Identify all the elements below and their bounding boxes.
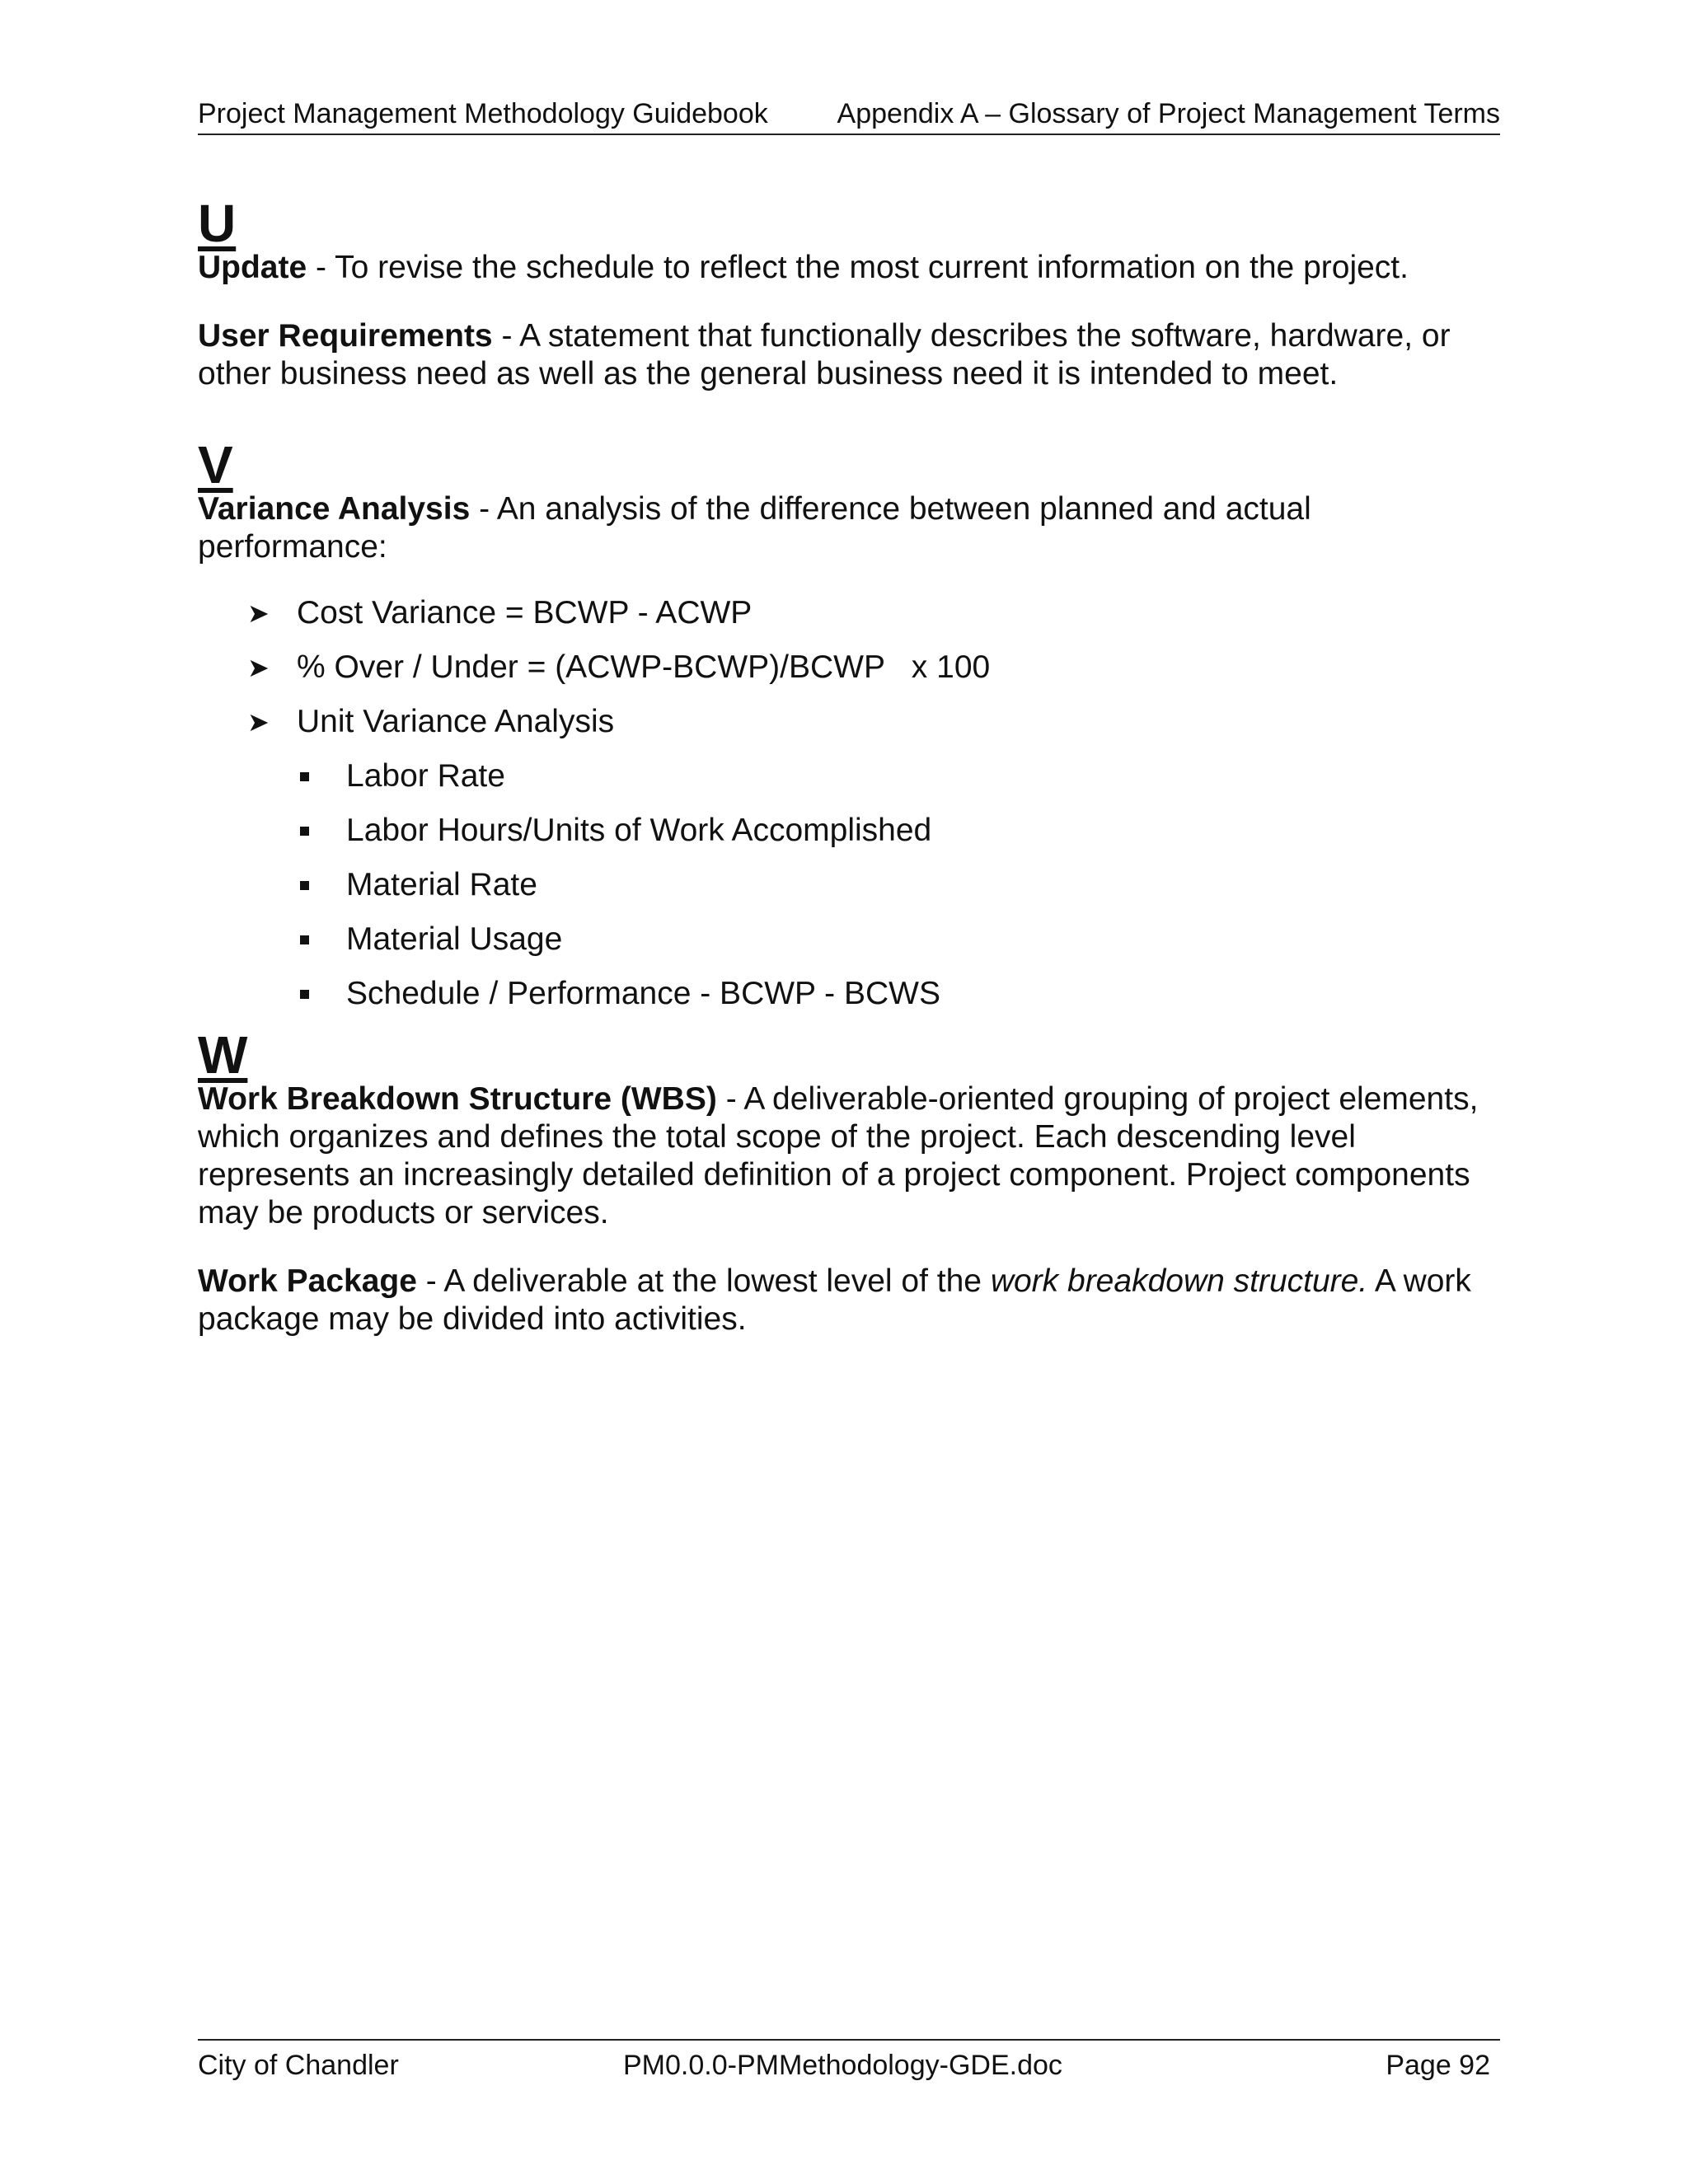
variance-arrow-list xyxy=(198,594,1484,741)
definition-work-package-end: A work package may be divided into activities. xyxy=(198,1263,1471,1337)
page-footer xyxy=(198,2039,1500,2082)
list-item: ➤ Unit Variance Analysis xyxy=(247,704,615,739)
glossary-entry-user-requirements xyxy=(198,317,1484,393)
section-letter-u: U xyxy=(198,194,237,253)
page-header xyxy=(198,97,1500,135)
square-bullet-icon xyxy=(300,772,309,781)
section-letter-w: W xyxy=(198,1025,248,1085)
footer-page-number: Page 92 xyxy=(1386,2050,1490,2081)
header-title: Project Management Methodology Guidebook xyxy=(198,98,768,129)
term-user-requirements: User Requirements xyxy=(198,318,493,354)
term-variance-analysis: Variance Analysis xyxy=(198,491,471,527)
glossary-entry-wbs xyxy=(198,1080,1484,1232)
list-item: Material Rate xyxy=(198,866,1484,904)
term-wbs: Work Breakdown Structure (WBS) xyxy=(198,1081,717,1117)
list-item: Schedule / Performance - BCWP - BCWS xyxy=(198,975,1484,1013)
definition-variance-analysis: - An analysis of the difference between planned and actual performance: xyxy=(198,491,1311,565)
unit-variance-sublist xyxy=(198,757,1484,1013)
list-item: Labor Rate xyxy=(198,757,1484,795)
list-item: ➤ % Over / Under = (ACWP-BCWP)/BCWP x 100 xyxy=(247,649,991,685)
definition-user-requirements: - A statement that functionally describes the software, hardware, or other business need as well as the general business need it is intended to meet. xyxy=(198,318,1451,391)
term-update: Update xyxy=(198,250,307,285)
square-bullet-icon xyxy=(300,935,309,944)
definition-update: - To revise the schedule to reflect the most current information on the project. xyxy=(307,250,1409,285)
list-item: ➤ Cost Variance = BCWP - ACWP xyxy=(247,595,753,630)
square-bullet-icon xyxy=(300,990,309,999)
term-work-package: Work Package xyxy=(198,1263,417,1299)
definition-work-package-start: - A deliverable at the lowest level of the xyxy=(416,1263,991,1299)
glossary-entry-update xyxy=(198,249,1484,287)
definition-wbs: - A deliverable-oriented grouping of project elements, which organizes and defines the total scope of the project. Each descending level represents an increasingly detailed definition of a project component. Project components may be products or services. xyxy=(198,1081,1479,1230)
footer-organization: City of Chandler xyxy=(198,2050,399,2081)
glossary-entry-variance-analysis xyxy=(198,490,1484,566)
definition-work-package-italic: work breakdown structure. xyxy=(990,1263,1368,1299)
arrow-bullet-icon: ➤ xyxy=(247,707,270,737)
square-bullet-icon xyxy=(300,881,309,890)
footer-filename: PM0.0.0-PMMethodology-GDE.doc xyxy=(623,2050,1062,2081)
list-item: Labor Hours/Units of Work Accomplished xyxy=(198,812,1484,850)
header-section: Appendix A – Glossary of Project Management Terms xyxy=(837,98,1500,129)
square-bullet-icon xyxy=(300,827,309,836)
section-letter-v: V xyxy=(198,435,233,494)
glossary-entry-work-package xyxy=(198,1263,1484,1338)
arrow-bullet-icon: ➤ xyxy=(247,653,270,682)
list-item: Material Usage xyxy=(198,921,1484,958)
glossary-content xyxy=(198,194,1484,1338)
arrow-bullet-icon: ➤ xyxy=(247,598,270,628)
